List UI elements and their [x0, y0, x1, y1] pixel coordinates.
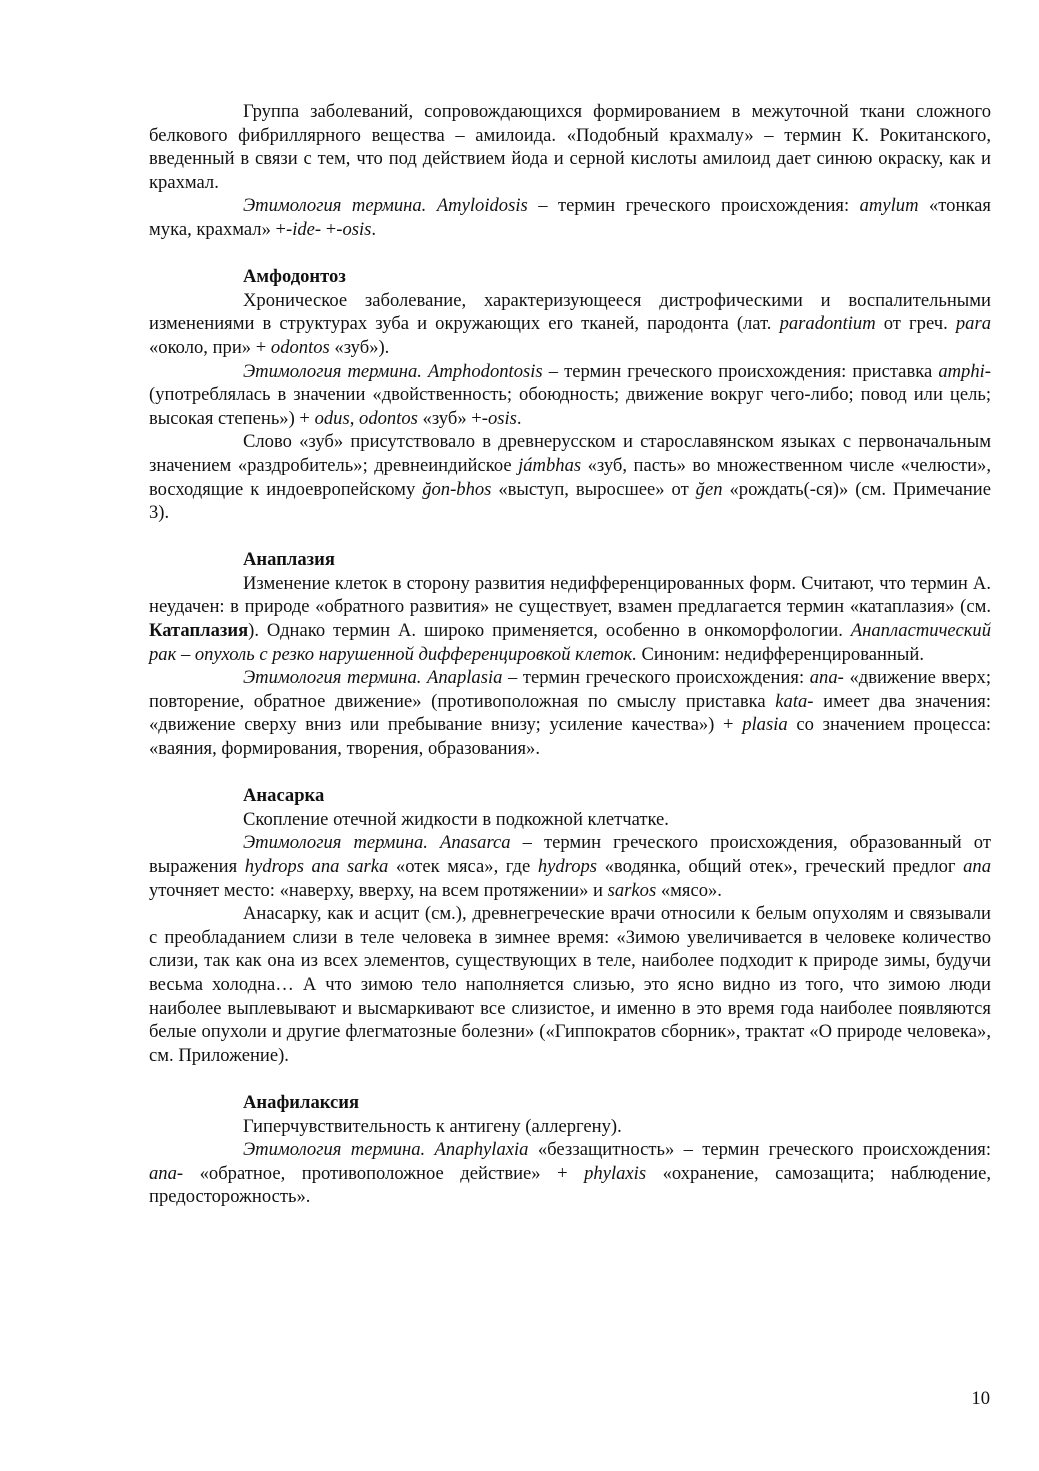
italic-text: amphi- [938, 360, 991, 382]
paragraph-spacer [149, 761, 991, 785]
term-heading [149, 265, 991, 289]
text-run: от греч. [875, 313, 956, 335]
text-run: Анасарка [243, 785, 325, 807]
text-run: «тонкая мука, крахмал» + [149, 195, 991, 240]
paragraph [149, 1138, 991, 1209]
paragraph [149, 360, 991, 431]
text-run: Группа заболеваний, сопровождающихся формированием в межуточной ткани сложного белкового фибриллярного вещества – амилоида. «Подобный крахмалу» – термин К. Рокитанского, введенный в связи с тем, что под действием йода и серной кислоты амилоид дает синюю окраску, как и крахмал. [149, 101, 991, 193]
paragraph [149, 666, 991, 760]
paragraph [149, 808, 991, 832]
text-run: Хроническое заболевание, характеризующееся дистрофическими и воспалительными изменениями в структурах зуба и окружающих его тканей, пародонта (лат. [149, 289, 991, 335]
text-run: Синоним: недифференцированный. [636, 643, 924, 665]
text-run: Слово «зуб» присутствовало в древнерусском и старославянском языках с первоначальным значением «раздробитель»; древнеиндийское [149, 431, 991, 476]
paragraph [149, 430, 991, 524]
italic-text: -ide- [286, 218, 322, 240]
text-run: Гиперчувствительность к антигену (аллергену). [243, 1115, 622, 1137]
paragraph [149, 289, 991, 360]
paragraph [149, 1115, 991, 1139]
text-run: . [516, 407, 522, 429]
italic-text: Этимология термина. Amyloidosis [243, 195, 528, 217]
text-run: уточняет место: «наверху, вверху, на всем протяжении» и [149, 879, 608, 901]
text-run: «беззащитность» – термин греческого происхождения: [528, 1139, 991, 1161]
text-run: «отек мяса», где [388, 856, 538, 877]
italic-text: ğen [695, 478, 723, 500]
italic-text: Этимология термина. Anaplasia [243, 667, 503, 689]
text-run: Анасарку, как и асцит (см.), древнегреческие врачи относили к белым опухолям и связывали с преобладанием слизи в теле человека в зимнее время: «Зимою увеличивается в человеке количество слизи, так как она из всех элементов, существующих в теле, наиболее подходит к природе зимы, будучи весьма холодна… А что зимою тело наполняется слизью, это ясно видно из того, что зимою люди наиболее выплевывают и высмаркивают все слизистое, и именно в это время года наиболее появляются белые опухоли и другие флегматозные болезни» («Гиппократов сборник», трактат «О природе человека», см. Приложение). [149, 903, 991, 1066]
italic-text: paradontium [779, 313, 876, 335]
italic-text: ana- [809, 667, 844, 689]
text-run: – термин греческого происхождения, образованный от выражения [149, 832, 991, 877]
italic-text: Этимология термина. Anasarca [243, 832, 511, 854]
text-run: «зуб»). [329, 336, 390, 358]
paragraph-spacer [149, 525, 991, 549]
paragraph-spacer [149, 242, 991, 266]
italic-text: hydrops ana sarka [244, 856, 389, 877]
text-run: «около, при» + [149, 336, 271, 358]
text-run: «охранение, самозащита; наблюдение, предосторожность». [149, 1162, 991, 1208]
italic-text: Этимология термина. Amphodontosis [243, 360, 543, 382]
italic-text: phylaxis [584, 1162, 647, 1184]
paragraph [149, 831, 991, 902]
text-run: «движение вверх; повторение, обратное движение» (противоположная по смыслу приставка [149, 667, 991, 712]
text-run: + [321, 218, 337, 240]
term-heading [149, 548, 991, 572]
text-run: со значением процесса: «ваяния, формирования, творения, образования». [149, 714, 992, 760]
text-run: Анафилаксия [243, 1091, 360, 1113]
bold-text: Катаплазия [149, 620, 249, 642]
text-run: имеет два значения: «движение сверху вниз или пребывание внизу; усиление качества») + [149, 690, 992, 736]
text-run: Скопление отечной жидкости в подкожной клетчатке. [243, 808, 669, 830]
italic-text: ana- [149, 1162, 184, 1184]
paragraph-spacer [149, 1067, 991, 1091]
text-run: «зуб, пасть» во множественном числе «челюсти», восходящие к индоевропейскому [149, 454, 991, 500]
text-run: «мясо». [656, 879, 722, 901]
text-run: – термин греческого происхождения: [527, 195, 860, 217]
italic-text: Этимология термина. Anaphylaxia [243, 1139, 529, 1161]
text-run: «водянка, общий отек», греческий предлог [597, 856, 964, 877]
italic-text: hydrops [537, 856, 598, 877]
text-run: Анаплазия [243, 549, 335, 571]
italic-text: odontos [359, 407, 418, 429]
paragraph [149, 572, 991, 666]
italic-text: Анапластический рак – опухоль с резко нарушенной дифференцировкой клеток. [149, 620, 991, 665]
text-run: Амфодонтоз [243, 266, 346, 288]
text-run: «обратное, противоположное действие» + [183, 1162, 585, 1184]
italic-text: -osis [336, 218, 372, 240]
italic-text: para [955, 313, 991, 335]
italic-text: odontos [270, 336, 330, 358]
text-run: . [371, 218, 377, 240]
text-run: (употреблялась в значении «двойственность; обоюдность; движение вокруг чего-либо; повод или цель; высокая степень») + [149, 384, 991, 429]
text-run: Изменение клеток в сторону развития недифференцированных форм. Считают, что термин А. неудачен: в природе «обратного развития» не существует, взамен предлагается термин «катаплазия» (см. [149, 572, 991, 618]
italic-text: kata- [775, 690, 814, 712]
italic-text: ana [963, 856, 992, 877]
text-run: ). Однако термин А. широко применяется, особенно в онкоморфологии. [248, 620, 851, 642]
page-number: 10 [971, 1388, 990, 1409]
italic-text: odus [314, 407, 350, 429]
italic-text: ğon-bhos [422, 478, 492, 500]
text-run: «рождать(-ся)» (см. Примечание 3). [149, 478, 992, 524]
italic-text: sarkos [607, 879, 657, 901]
italic-text: plasia [742, 714, 788, 736]
italic-text: -osis [481, 407, 517, 429]
text-run: , [349, 407, 360, 429]
paragraph [149, 100, 991, 194]
italic-text: amylum [859, 195, 919, 217]
text-run: – термин греческого происхождения: приставка [542, 360, 939, 382]
text-run: «выступ, выросшее» от [491, 478, 696, 500]
paragraph [149, 194, 991, 241]
paragraph [149, 902, 991, 1067]
italic-text: jámbhas [518, 454, 582, 476]
document-page [149, 100, 991, 1209]
term-heading [149, 784, 991, 808]
text-run: – термин греческого происхождения: [502, 667, 810, 689]
term-heading [149, 1091, 991, 1115]
text-run: «зуб» + [417, 407, 482, 429]
